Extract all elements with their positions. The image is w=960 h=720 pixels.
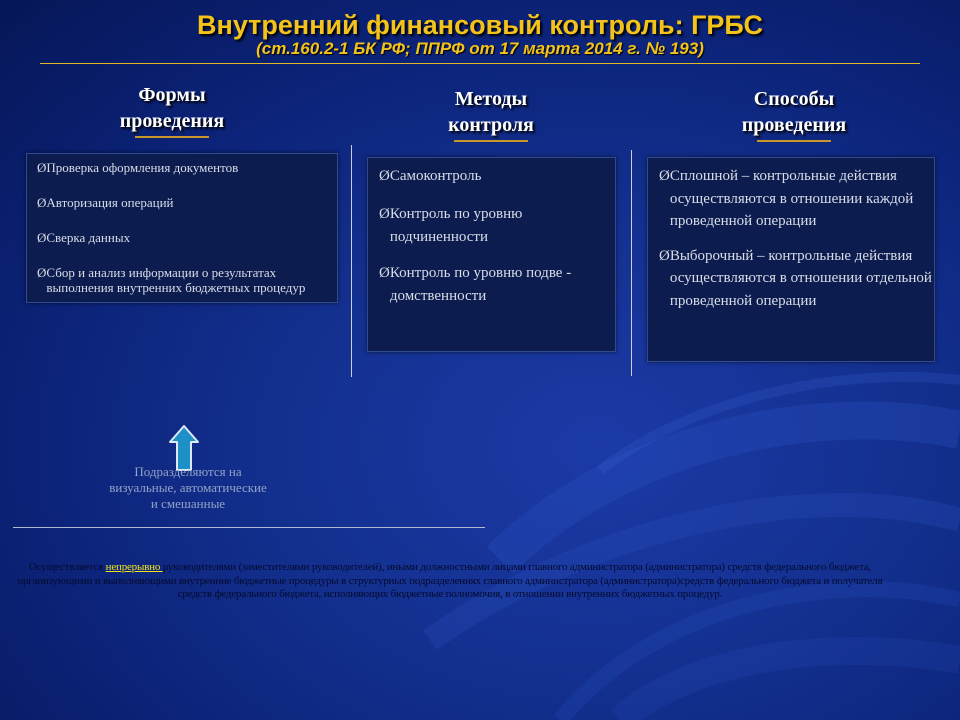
heading-line: проведения [741,114,847,136]
heading-underline [757,140,831,142]
list-item-text: Сплошной – контрольные действия осуществляются в отношении каждой проведенной операции [669,168,914,229]
list-item-text: Выборочный – контрольные действия осуществляются в отношении отдельной проведенной операции [669,247,932,309]
list-item-text: Самоконтроль [389,168,482,184]
list-item-text: Контроль по уровню подчиненности [389,206,523,245]
list-item-text: Сбор и анализ информации о результатах выполнения внутренних бюджетных процедур [46,265,306,295]
bullet-arrow-icon: Ø [659,168,670,184]
list-item [379,165,615,188]
methods-box [367,157,616,352]
bullet-arrow-icon: Ø [37,230,47,245]
note-divider [13,527,485,528]
forms-box [26,153,338,303]
ways-box [647,157,935,362]
heading-line: проведения [119,110,225,132]
heading-line: Методы [454,88,528,110]
heading-line: Формы [138,84,206,106]
column-heading-methods [401,86,581,142]
list-item [379,203,615,249]
list-item [37,160,337,175]
list-item [659,165,934,233]
bullet-arrow-icon: Ø [379,168,390,184]
bullet-arrow-icon: Ø [659,247,670,264]
column-heading-forms [82,82,262,138]
list-item [37,195,337,210]
heading-underline [135,136,209,138]
footer-text [8,561,892,602]
heading-underline [454,140,528,142]
title-divider [40,63,920,64]
bullet-arrow-icon: Ø [379,206,390,222]
list-item-text: Авторизация операций [46,195,174,210]
list-item [37,230,337,245]
list-item [379,262,615,308]
bullet-arrow-icon: Ø [37,195,47,210]
heading-line: контроля [448,114,534,136]
footer-highlight: непрерывно [105,561,163,573]
bullet-arrow-icon: Ø [37,265,47,280]
slide-title: Внутренний финансовый контроль: ГРБС [197,10,763,40]
footer-text-start: Осуществляется [29,561,106,573]
list-item-text: Контроль по уровню подве - домственности [389,265,572,304]
bullet-arrow-icon: Ø [37,160,47,175]
heading-line: Способы [753,88,835,110]
bullet-arrow-icon: Ø [379,265,390,281]
list-item [659,245,934,313]
note-text: Подразделяются на визуальные, автоматические и смешанные [109,464,267,511]
column-heading-ways [704,86,884,142]
footer-text-end: руководителями (заместителями руководителей), иными должностными лицами главного администратора (администратора) средств федерального бюджета, организующими и выполняющими внутренние бюджетные процедуры в структурных подразделениях главного администратора (администратора)средств федерального бюджета и получателя средств федерального бюджета, исполняющих бюджетные полномочия, в отношении внутренних бюджетных процедур. [17,561,883,600]
list-item [37,265,337,295]
column-separator [631,150,632,376]
column-separator [351,145,352,377]
list-item-text: Сверка данных [46,230,131,245]
slide-subtitle: (ст.160.2-1 БК РФ; ППРФ от 17 марта 2014 г. № 193) [256,39,704,58]
list-item-text: Проверка оформления документов [46,160,239,175]
